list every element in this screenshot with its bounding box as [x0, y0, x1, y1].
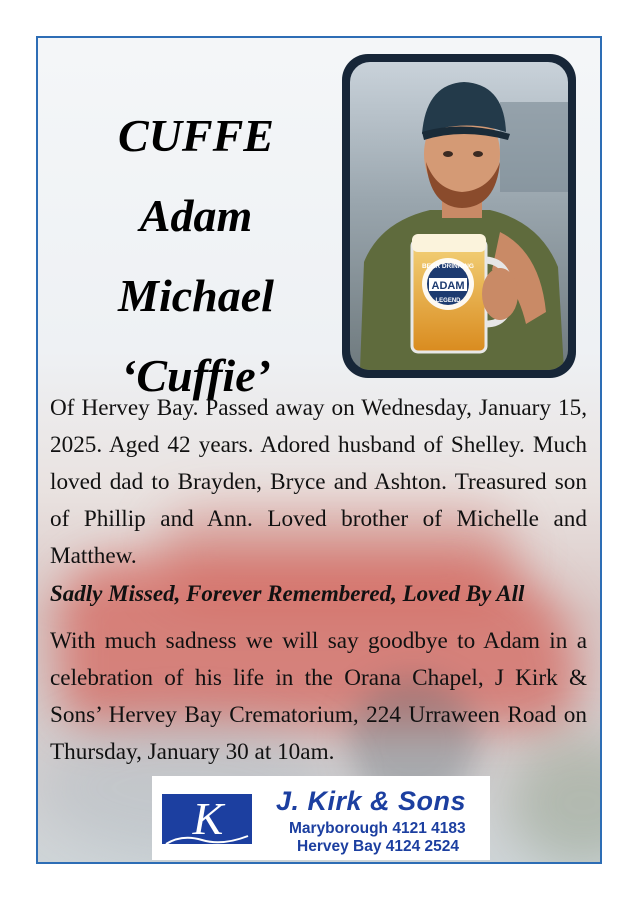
kirk-monogram-icon	[162, 786, 252, 850]
hervey-bay-phone: Hervey Bay 4124 2524	[297, 838, 460, 855]
portrait-illustration	[350, 62, 568, 370]
maryborough-phone: Maryborough 4121 4183	[289, 820, 466, 837]
surname: CUFFE	[118, 110, 274, 161]
mug-text-name: ADAM	[431, 280, 465, 292]
first-name: Adam	[139, 190, 253, 241]
portrait-photo	[342, 54, 576, 378]
nickname: ‘Cuffie’	[121, 350, 271, 401]
service-details-paragraph: With much sadness we will say goodbye to Adam in a celebration of his life in the Orana Chapel, J Kirk & Sons’ Hervey Bay Crematorium, 224 Urraween Road on Thursday, January 30 at 10am.	[50, 628, 587, 765]
mug-text-top: BEER DRINKING	[421, 263, 475, 270]
mug-text-bottom: LEGEND	[435, 298, 461, 304]
deceased-name	[74, 74, 318, 416]
logo-letter: K	[192, 793, 224, 844]
obituary-paragraph: Of Hervey Bay. Passed away on Wednesday, January 15, 2025. Aged 42 years. Adored husband of Shelley. Much loved dad to Brayden, Bryce and Ashton. Treasured son of Phillip and Ann. Loved brother of Michelle and Matthew.	[50, 395, 587, 569]
tagline: Sadly Missed, Forever Remembered, Loved By All	[50, 581, 525, 606]
funeral-director-name: J. Kirk & Sons	[276, 786, 467, 816]
middle-name: Michael	[118, 270, 274, 321]
funeral-director-logo	[152, 776, 490, 860]
